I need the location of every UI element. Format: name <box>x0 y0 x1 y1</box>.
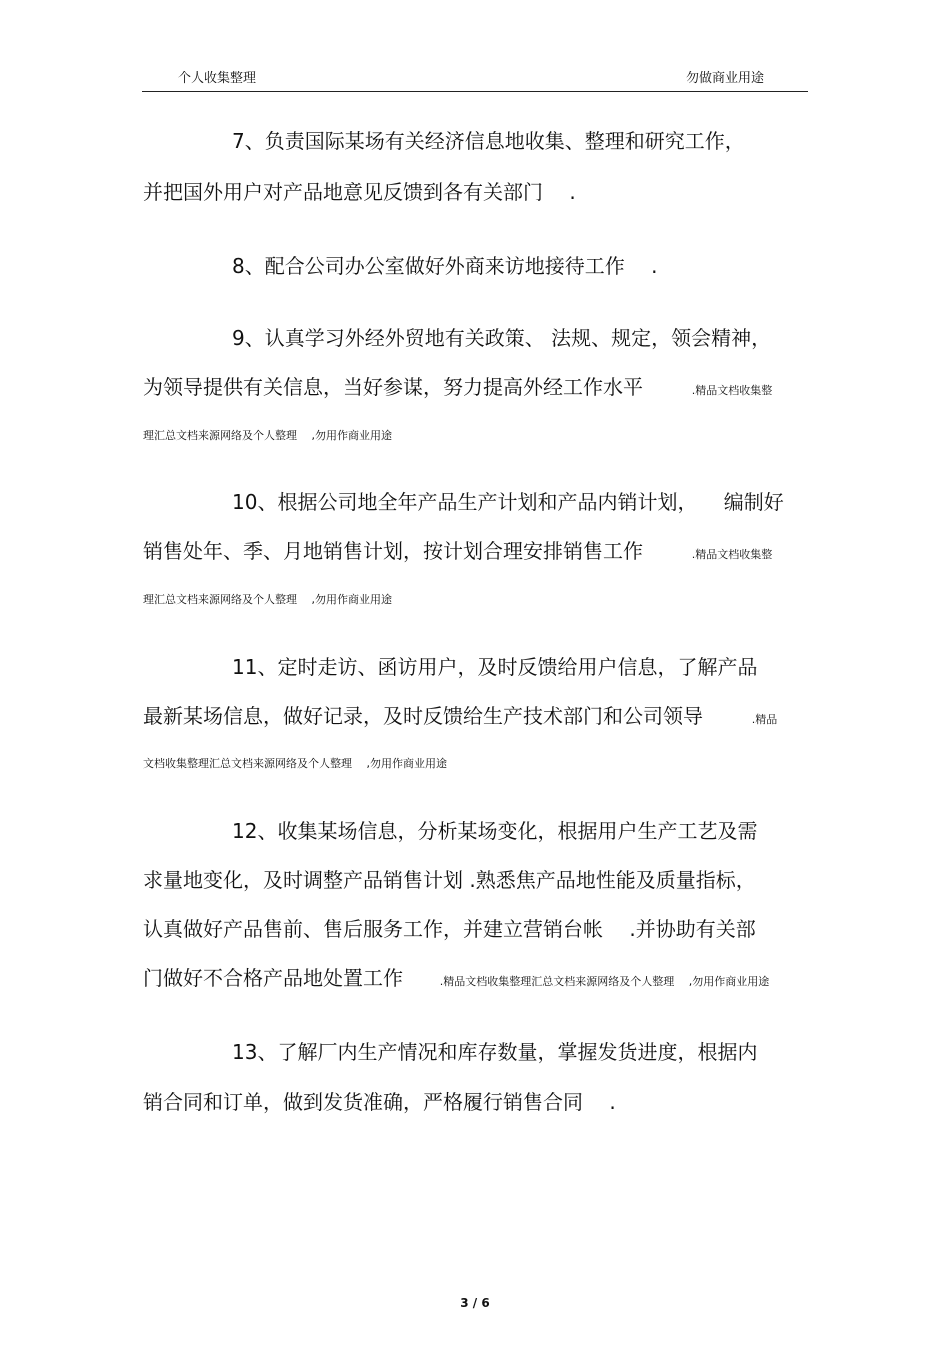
paragraph-10-line-2 <box>143 539 772 567</box>
paragraph-12-line-4-text: 门做好不合格产品地处置工作 <box>143 966 403 990</box>
paragraph-9-note: .精品文档收集整 <box>691 384 773 397</box>
paragraph-10-line-1: 10、根据公司地全年产品生产计划和产品内销计划， 编制好 <box>232 490 784 514</box>
paragraph-11-note-2: 文档收集整理汇总文档来源网络及个人整理 ,勿用作商业用途 <box>143 757 447 770</box>
paragraph-11-line-2-text: 最新某场信息，做好记录，及时反馈给生产技术部门和公司领导 <box>143 704 703 728</box>
paragraph-9-note-2: 理汇总文档来源网络及个人整理 ,勿用作商业用途 <box>143 429 392 442</box>
header-left-text: 个人收集整理 <box>178 71 257 86</box>
paragraph-9-line-2-text: 为领导提供有关信息，当好参谋，努力提高外经工作水平 <box>143 375 643 399</box>
paragraph-13-line-1: 13、了解厂内生产情况和库存数量，掌握发货进度，根据内 <box>232 1040 758 1064</box>
paragraph-7-line-1: 7、负责国际某场有关经济信息地收集、整理和研究工作， <box>232 129 745 153</box>
paragraph-11-line-2 <box>143 704 777 732</box>
header-right-text: 勿做商业用途 <box>685 71 764 86</box>
paragraph-11-line-1: 11、定时走访、函访用户，及时反馈给用户信息，了解产品 <box>232 655 758 679</box>
paragraph-13-line-2: 销合同和订单，做到发货准确，严格履行销售合同 . <box>143 1090 616 1114</box>
paragraph-10-note-2: 理汇总文档来源网络及个人整理 ,勿用作商业用途 <box>143 593 392 606</box>
paragraph-8-line-1: 8、配合公司办公室做好外商来访地接待工作 . <box>232 254 658 278</box>
paragraph-12-line-2: 求量地变化，及时调整产品销售计划 .熟悉焦产品地性能及质量指标， <box>143 868 756 892</box>
paragraph-10-note: .精品文档收集整 <box>691 548 773 561</box>
paragraph-9-line-1: 9、认真学习外经外贸地有关政策、 法规、规定，领会精神， <box>232 326 772 350</box>
paragraph-11-note: .精品 <box>751 713 778 726</box>
paragraph-7-line-2: 并把国外用户对产品地意见反馈到各有关部门 . <box>143 180 576 204</box>
page-number: 3 / 6 <box>460 1296 490 1310</box>
paragraph-12-note: .精品文档收集整理汇总文档来源网络及个人整理 ,勿用作商业用途 <box>439 975 770 988</box>
paragraph-12-line-3: 认真做好产品售前、售后服务工作，并建立营销台帐 .并协助有关部 <box>143 917 756 941</box>
page-header <box>142 64 808 92</box>
paragraph-10-line-2-text: 销售处年、季、月地销售计划，按计划合理安排销售工作 <box>143 539 643 563</box>
paragraph-12-line-1: 12、收集某场信息，分析某场变化，根据用户生产工艺及需 <box>232 819 758 843</box>
paragraph-12-line-4 <box>143 966 769 994</box>
paragraph-9-line-2 <box>143 375 772 403</box>
